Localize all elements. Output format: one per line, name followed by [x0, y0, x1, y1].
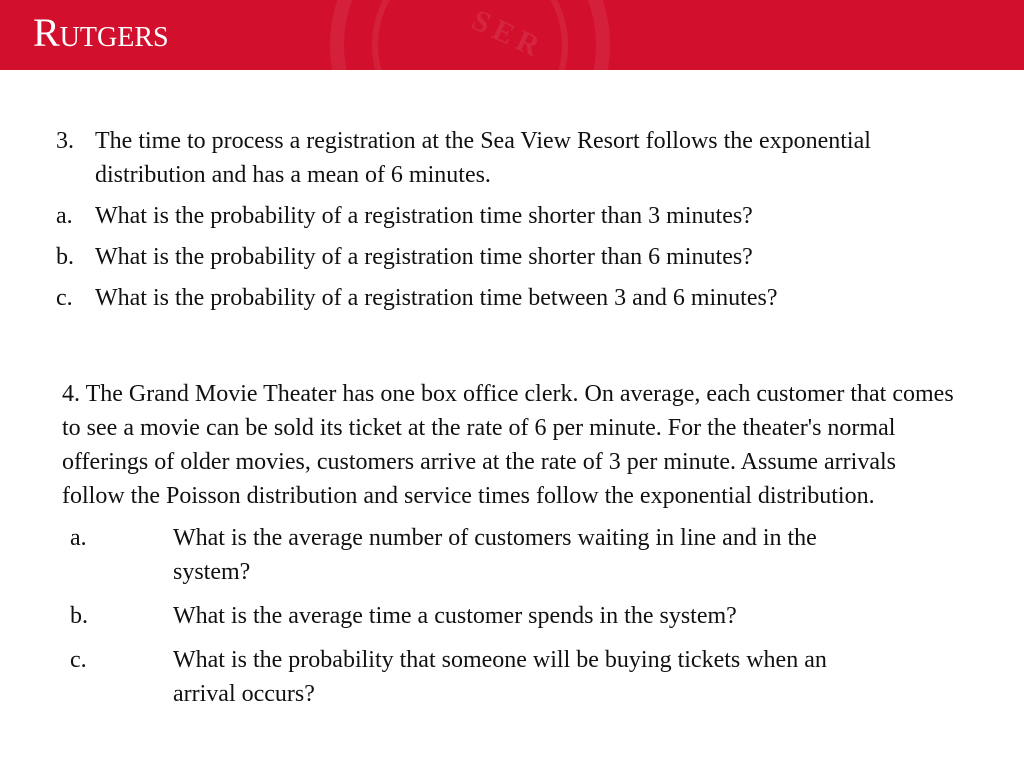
question-4-part-c	[62, 643, 962, 711]
header-banner	[0, 0, 1024, 70]
question-3-part-a	[56, 199, 956, 233]
part-text: What is the probability that someone will be buying tickets when an arrival occurs?	[173, 647, 827, 707]
question-number: 3.	[56, 128, 74, 154]
part-marker: a.	[70, 525, 87, 551]
question-3-part-c	[56, 281, 956, 315]
question-3-part-b	[56, 240, 956, 274]
part-text: What is the probability of a registration time shorter than 6 minutes?	[95, 244, 753, 270]
part-marker: b.	[70, 603, 88, 629]
part-text: What is the probability of a registration time between 3 and 6 minutes?	[95, 285, 778, 311]
seal-lettering-watermark: SER	[466, 3, 550, 66]
part-marker: b.	[56, 244, 74, 270]
part-marker: a.	[56, 203, 73, 229]
question-text: The time to process a registration at the Sea View Resort follows the exponential distribution and has a mean of 6 minutes.	[95, 128, 871, 188]
question-4-intro: 4. The Grand Movie Theater has one box office clerk. On average, each customer that comes to see a movie can be sold its ticket at the rate of 6 per minute. For the theater's normal offerings of older movies, customers arrive at the rate of 3 per minute. Assume arrivals follow the Poisson distribution and service times follow the exponential distribution.	[62, 381, 954, 509]
part-text: What is the average number of customers waiting in line and in the system?	[173, 525, 817, 585]
question-4-part-a	[62, 521, 962, 589]
question-3-section	[56, 124, 956, 322]
part-marker: c.	[56, 285, 73, 311]
question-4-part-b	[62, 599, 962, 633]
question-4-section	[62, 377, 962, 721]
part-text: What is the average time a customer spends in the system?	[173, 603, 737, 629]
question-3-stem	[56, 124, 956, 192]
rutgers-logo: Rutgers	[33, 10, 169, 55]
part-text: What is the probability of a registration time shorter than 3 minutes?	[95, 203, 753, 229]
part-marker: c.	[70, 647, 87, 673]
